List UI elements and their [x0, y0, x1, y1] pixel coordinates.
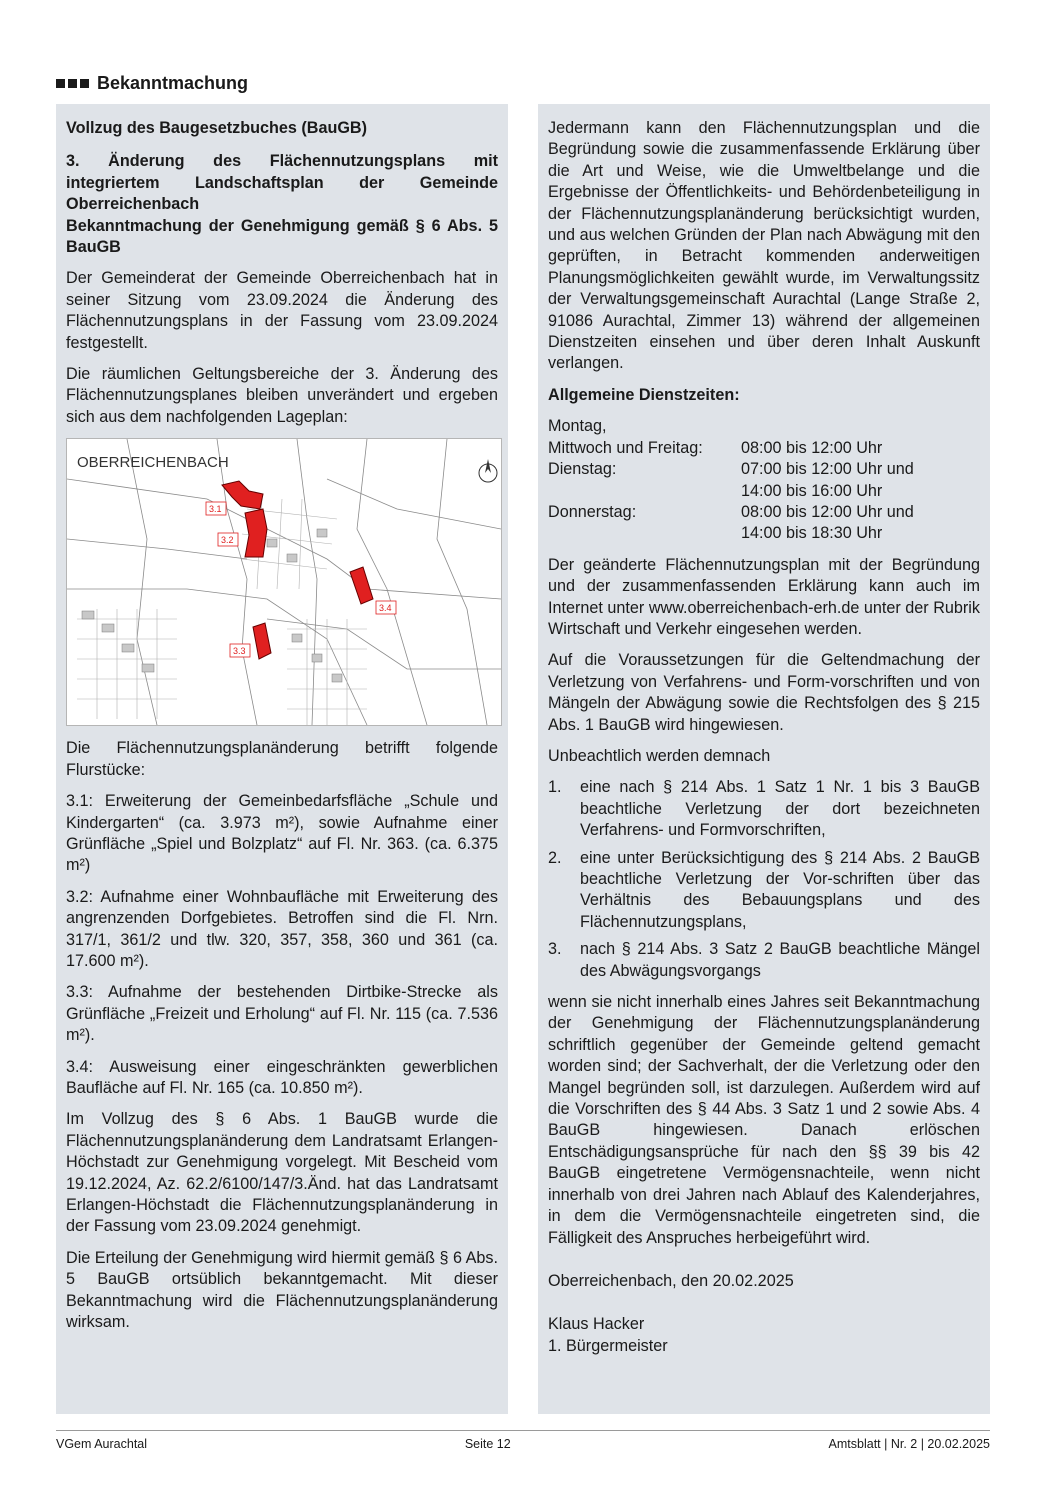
heading-genehmigung: Bekanntmachung der Genehmigung gemäß § 6 Abs. 5 BauGB — [66, 216, 498, 257]
signer-name: Klaus Hacker — [548, 1315, 645, 1334]
hours-time: 08:00 bis 12:00 Uhr und — [741, 502, 914, 521]
paragraph-frist: wenn sie nicht innerhalb eines Jahres seit Bekanntmachung der Genehmigung der Flächennutzungsplanänderung schriftlich gegenüber der Gemeinde geltend gemacht worden sind; der Sachverhalt, der die Verletzung oder den Mangel begründen soll, ist darzulegen. Außerdem wird auf die Vorschriften des § 44 Abs. 3 Satz 1 und 2 sowie Abs. 4 BauGB hingewiesen. Danach erlöschen Entschädigungsansprüche für nach den §§ 39 bis 42 BauGB eingetretene Vermögensnachteile, wenn nicht innerhalb von drei Jahren nach Ablauf des Kalenderjahres, in dem die Vermögensnachteile eingetreten sind, die Fälligkeit des Anspruches herbeigeführt wird. — [548, 993, 980, 1247]
paragraph-3-1: 3.1: Erweiterung der Gemeinbedarfsfläche „Schule und Kindergarten“ (ca. 3.973 m²), sowie Aufnahme einer Grünfläche „Spiel und Bolzplatz“ auf Fl. Nr. 363. (ca. 6.375 m²) — [66, 792, 498, 875]
paragraph-einsicht: Jedermann kann den Flächennutzungsplan und die Begründung sowie die zusammenfassende Erklärung über die Art und Weise, wie die Umweltbelange und die Ergebnisse der Öffentlichkeits- und Behördenbeteiligung in der Flächennutzungsplanänderung berücksichtigt wurden, und aus welchen Gründen der Plan nach Abwägung mit den geprüften, in Betracht kommenden anderweitigen Planungsmöglichkeiten gewählt wurde, im Verwaltungssitz der Verwaltungsgemeinschaft Aurachtal (Lange Straße 2, 91086 Aurachtal, Zimmer 13) während der allgemeinen Dienstzeiten einsehen und über deren Inhalt Auskunft verlangen. — [548, 119, 980, 373]
paragraph-3-2: 3.2: Aufnahme einer Wohnbaufläche mit Erweiterung des angrenzenden Dorfgebietes. Betroffen sind die Fl. Nrn. 317/1, 361/2 und tlw. 320, 357, 358, 360 und 361 (ca. 17.600 m²). — [66, 887, 498, 970]
hours-day: Montag, — [548, 417, 607, 436]
right-column — [538, 104, 990, 1414]
footer-publisher: VGem Aurachtal — [56, 1437, 148, 1451]
list-item: 2. eine unter Berücksichtigung des § 214 Abs. 2 BauGB beachtliche Verletzung der Vor-schriften über das Verhältnis des Bebauungsplans und des Flächennutzungsplans, — [548, 848, 980, 931]
hours-day: Dienstag: — [548, 460, 617, 479]
paragraph-erteilung: Die Erteilung der Genehmigung wird hiermit gemäß § 6 Abs. 5 BauGB ortsüblich bekanntgemacht. Mit dieser Bekanntmachung wird die Flächennutzungsplanänderung wirksam. — [66, 1248, 498, 1332]
site-plan-map — [66, 438, 502, 726]
area-label-3-2: 3.2 — [221, 535, 234, 546]
signer-title: 1. Bürgermeister — [548, 1336, 668, 1355]
paragraph-unbeachtlich: Unbeachtlich werden demnach — [548, 746, 771, 765]
footer-issue: Amtsblatt | Nr. 2 | 20.02.2025 — [828, 1437, 990, 1451]
hours-time: 08:00 bis 12:00 Uhr — [741, 438, 883, 457]
paragraph-internet: Der geänderte Flächennutzungsplan mit der Begründung und der zusammenfassenden Erklärung kann auch im Internet unter www.oberreichenbach-erh.de unter der Rubrik Wirtschaft und Verkehr eingesehen werden. — [548, 555, 980, 638]
page-footer — [56, 1430, 990, 1451]
left-column — [56, 104, 508, 1414]
list-item: 3. nach § 214 Abs. 3 Satz 2 BauGB beachtliche Mängel des Abwägungsvorgangs — [548, 940, 980, 980]
map-town-label: OBERREICHENBACH — [77, 454, 229, 472]
hours-time: 07:00 bis 12:00 Uhr und — [741, 460, 914, 479]
hours-time: 14:00 bis 16:00 Uhr — [741, 481, 883, 500]
area-label-3-1: 3.1 — [209, 504, 222, 515]
heading-aenderung: 3. Änderung des Flächennutzungsplans mit integriertem Landschaftsplan der Gemeinde Oberreichenbach — [66, 152, 498, 214]
hours-day: Mittwoch und Freitag: — [548, 438, 703, 457]
footer-page-number: Seite 12 — [464, 1437, 511, 1451]
area-label-3-3: 3.3 — [233, 646, 246, 657]
paragraph-voraussetzungen: Auf die Voraussetzungen für die Geltendmachung der Verletzung von Verfahrens- und Form-vorschriften und von Mängeln der Abwägung sowie die Rechtsfolgen des § 215 Abs. 1 BauGB wird hingewiesen. — [548, 651, 980, 734]
site-plan-drawing — [67, 439, 501, 725]
place-date: Oberreichenbach, den 20.02.2025 — [548, 1271, 794, 1290]
paragraph-3-4: 3.4: Ausweisung einer eingeschränkten gewerblichen Baufläche auf Fl. Nr. 165 (ca. 10.850 m²). — [66, 1057, 498, 1097]
paragraph-gemeinderat: Der Gemeinderat der Gemeinde Oberreichenbach hat in seiner Sitzung vom 23.09.2024 die Änderung des Flächennutzungsplans in der Fassung vom 23.09.2024 festgestellt. — [66, 269, 498, 352]
violation-list — [548, 777, 980, 982]
hours-day — [548, 481, 741, 502]
hours-time: 14:00 bis 18:30 Uhr — [741, 524, 883, 543]
area-label-3-4: 3.4 — [379, 603, 392, 614]
office-hours — [548, 416, 980, 544]
section-header — [56, 73, 248, 94]
paragraph-geltungsbereiche: Die räumlichen Geltungsbereiche der 3. Änderung des Flächennutzungsplanes bleiben unverändert und ergeben sich aus dem nachfolgenden Lageplan: — [66, 365, 498, 426]
hours-time — [741, 416, 980, 437]
section-title: Bekanntmachung — [97, 73, 249, 93]
hours-day: Donnerstag: — [548, 502, 637, 521]
hours-day — [548, 523, 741, 544]
paragraph-flurstuecke: Die Flächennutzungsplanänderung betrifft folgende Flurstücke: — [66, 739, 498, 779]
list-item: 1. eine nach § 214 Abs. 1 Satz 1 Nr. 1 bis 3 BauGB beachtliche Verletzung der dort bezeichneten Verfahrens- und Formvorschriften, — [548, 778, 980, 840]
hours-title: Allgemeine Dienstzeiten: — [548, 385, 740, 404]
paragraph-3-3: 3.3: Aufnahme der bestehenden Dirtbike-Strecke als Grünfläche „Freizeit und Erholung“ auf Fl. Nr. 115 (ca. 7.536 m²). — [66, 983, 498, 1045]
header-squares-icon — [56, 79, 89, 88]
paragraph-vollzug: Im Vollzug des § 6 Abs. 1 BauGB wurde die Flächennutzungsplanänderung dem Landratsamt Erlangen-Höchstadt zur Genehmigung vorgelegt. Mit Bescheid vom 19.12.2024, Az. 62.2/6100/147/3.Änd. hat das Landratsamt Erlangen-Höchstadt die Flächennutzungsplanänderung in der Fassung vom 23.09.2024 genehmigt. — [66, 1110, 498, 1236]
heading-baugb: Vollzug des Baugesetzbuches (BauGB) — [66, 119, 368, 137]
